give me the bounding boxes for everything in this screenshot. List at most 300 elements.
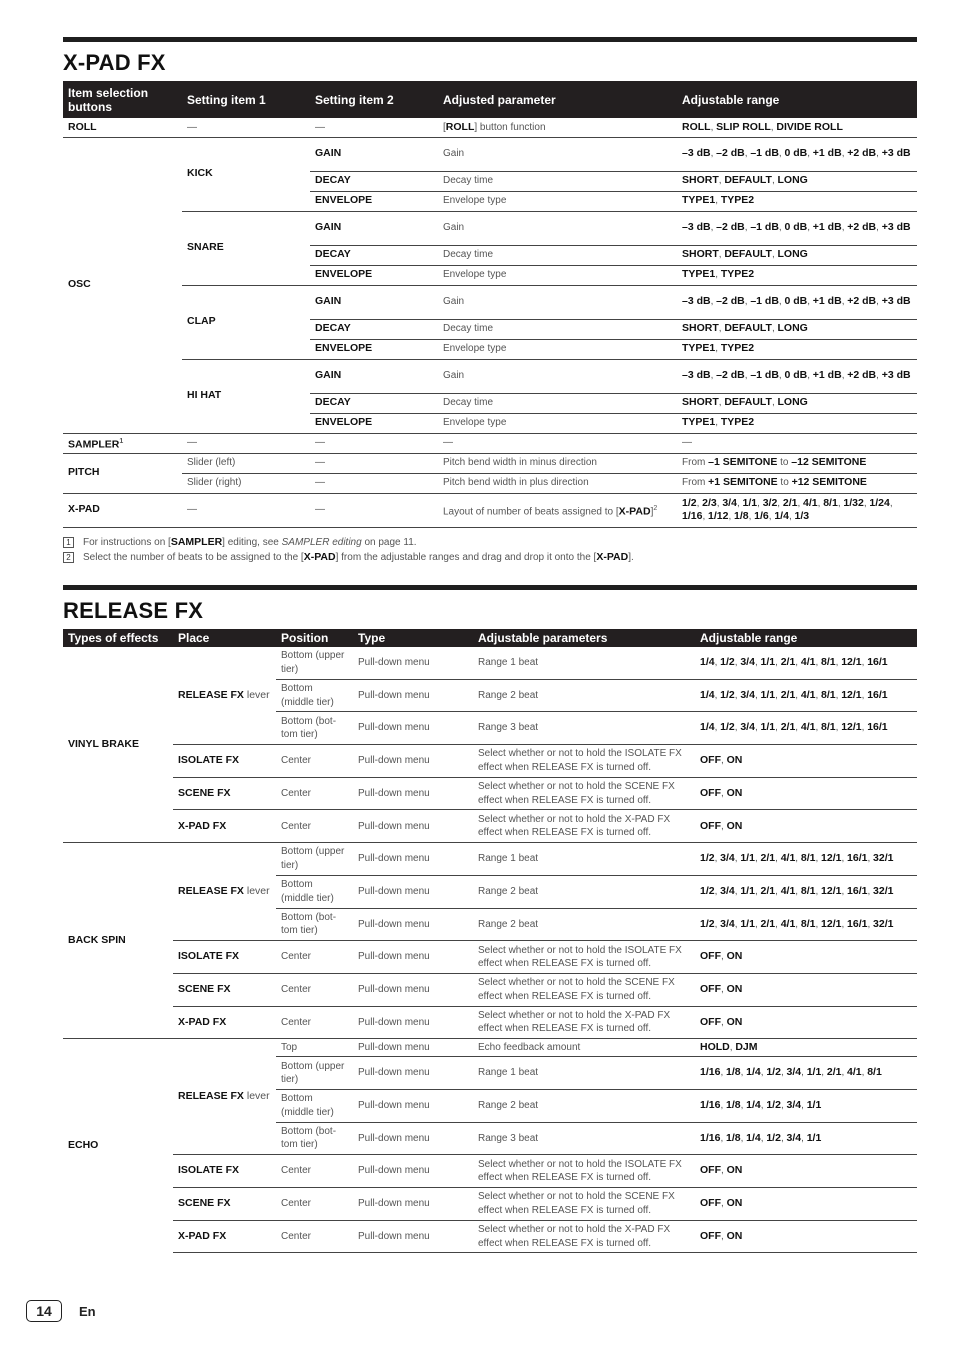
separator: , <box>734 689 741 701</box>
separator: , <box>801 1132 807 1144</box>
setting-item-1: KICK <box>182 137 310 211</box>
adjusted-parameter <box>438 118 677 137</box>
range-value: 16/1 <box>867 721 888 734</box>
range-value: +2 dB <box>847 147 877 160</box>
range-value: 1/8 <box>726 1099 741 1112</box>
separator: , <box>795 885 801 897</box>
range-value: 1/2 <box>720 721 735 734</box>
adjustable-parameter: Range 3 beat <box>473 1122 695 1155</box>
range-value: DJM <box>735 1041 758 1053</box>
text-run: lever <box>243 1090 270 1103</box>
range-value: 2/1 <box>782 496 798 509</box>
range-value: 8/1 <box>800 884 816 897</box>
separator: , <box>780 1132 787 1144</box>
range-value: 1/4 <box>774 510 789 522</box>
range-value: TYPE2 <box>720 194 755 207</box>
separator: , <box>841 918 848 930</box>
footnote-ref: 2 <box>653 504 658 512</box>
range-value: 2/1 <box>780 688 796 701</box>
range-value: SHORT <box>682 174 719 187</box>
type: Pull-down menu <box>353 810 473 843</box>
adjustable-range <box>695 1057 917 1090</box>
adjustable-parameter: Range 1 beat <box>478 656 539 668</box>
setting-item-1: Slider (left) <box>182 453 310 473</box>
separator: , <box>835 656 842 668</box>
text-run: ] from the adjustable ranges and drag and drop it onto the [ <box>335 551 597 563</box>
footnote-number: 2 <box>63 552 74 563</box>
range-value: ON <box>726 754 743 767</box>
separator: , <box>710 296 717 308</box>
place <box>173 647 276 745</box>
range-value: 1/16 <box>682 510 703 522</box>
range-value: –3 dB <box>682 369 711 382</box>
column-header: Setting item 2 <box>310 81 438 118</box>
adjustable-parameter: Select whether or not to hold the ISOLATE FX effect when RELEASE FX is turned off. <box>473 1155 695 1188</box>
separator: , <box>734 853 741 865</box>
range-value: DEFAULT <box>724 174 772 187</box>
separator: , <box>775 689 781 701</box>
separator: , <box>721 1016 727 1028</box>
range-value: 0 dB <box>784 221 808 234</box>
table-row <box>63 433 917 453</box>
table-row <box>63 647 917 680</box>
xpad-fx-title: X-PAD FX <box>63 50 166 75</box>
table-row <box>63 810 917 843</box>
separator: , <box>861 656 868 668</box>
adjusted-parameter: Decay time <box>438 393 677 413</box>
range-value: OFF <box>700 786 721 799</box>
position: Bottom (bot-tom tier) <box>276 908 353 941</box>
type: Pull-down menu <box>353 712 473 745</box>
separator: , <box>754 722 761 734</box>
range-value: 8/1 <box>867 1066 882 1079</box>
type: Pull-down menu <box>358 656 430 668</box>
range-value: 12/1 <box>841 688 862 701</box>
setting-item-2: GAIN <box>310 211 438 245</box>
adjustable-range <box>695 973 917 1006</box>
adjustable-parameter: Range 1 beat <box>473 843 695 876</box>
range-value: LONG <box>777 322 808 335</box>
separator: , <box>815 918 822 930</box>
table-row <box>63 1220 917 1253</box>
range-value: 3/4 <box>786 1099 802 1112</box>
footnote-number: 1 <box>63 537 74 548</box>
separator: , <box>710 222 717 234</box>
adjustable-range <box>677 493 917 527</box>
position: Bottom (upper tier) <box>281 650 345 675</box>
place <box>173 1155 276 1188</box>
separator: , <box>754 885 761 897</box>
separator: , <box>807 148 813 160</box>
dash: — <box>187 121 197 133</box>
table-row <box>63 1155 917 1188</box>
adjusted-parameter: Pitch bend width in plus direction <box>438 473 677 493</box>
table-row <box>63 843 917 876</box>
range-value: 32/1 <box>873 917 894 930</box>
adjustable-range <box>695 1188 917 1221</box>
xpad-fx-table <box>63 81 917 528</box>
separator: , <box>721 1198 727 1210</box>
separator: , <box>775 656 781 668</box>
separator: , <box>821 1067 827 1079</box>
range-value: 16/1 <box>847 852 868 865</box>
column-header: Adjustable range <box>677 81 917 118</box>
text-run: SAMPLER <box>170 535 223 548</box>
range-value: 4/1 <box>780 852 796 865</box>
range-value: 16/1 <box>847 884 868 897</box>
type: Pull-down menu <box>353 941 473 974</box>
text-run: SAMPLER editing <box>281 536 362 548</box>
position: Bottom (middle tier) <box>276 679 353 712</box>
separator: , <box>867 885 874 897</box>
table-row <box>63 453 917 473</box>
adjusted-parameter: Gain <box>438 137 677 171</box>
adjustable-range <box>677 453 917 473</box>
separator: , <box>795 689 801 701</box>
separator: , <box>876 222 882 234</box>
separator: , <box>867 918 874 930</box>
range-value: 4/1 <box>780 884 796 897</box>
range-value: ON <box>726 1164 743 1177</box>
setting-item-2: ENVELOPE <box>310 265 438 285</box>
separator: , <box>718 249 725 261</box>
separator: , <box>876 296 882 308</box>
range-value: 1/32 <box>843 496 864 509</box>
setting-item-2: GAIN <box>310 137 438 171</box>
separator: , <box>721 820 727 832</box>
text-run: ISOLATE FX <box>178 950 240 963</box>
range-value: 1/6 <box>754 510 769 522</box>
range-value: ON <box>726 1197 743 1210</box>
range-value: 12/1 <box>821 852 842 865</box>
adjustable-range <box>677 359 917 393</box>
place <box>173 843 276 941</box>
adjustable-parameter: Range 2 beat <box>473 679 695 712</box>
range-value: 1/8 <box>726 1131 741 1144</box>
separator: , <box>815 722 822 734</box>
setting-item-2: ENVELOPE <box>310 413 438 433</box>
separator: , <box>754 656 761 668</box>
adjustable-range <box>677 211 917 245</box>
range-value: 1/2 <box>766 1131 781 1144</box>
range-value: 1/16 <box>700 1099 721 1112</box>
separator: , <box>714 656 721 668</box>
position: Bottom (upper tier) <box>276 843 353 876</box>
position: Center <box>276 941 353 974</box>
column-header: Item selection buttons <box>63 81 182 118</box>
adjustable-parameter: Select whether or not to hold the SCENE FX effect when RELEASE FX is turned off. <box>473 777 695 810</box>
setting-item-2: ENVELOPE <box>310 191 438 211</box>
separator: , <box>718 323 725 335</box>
range-value: 1/8 <box>734 510 749 522</box>
range-value: 1/4 <box>746 1066 761 1079</box>
separator: , <box>754 689 761 701</box>
separator: , <box>721 787 727 799</box>
text-run: For instructions on [ <box>83 536 171 548</box>
position: Center <box>276 777 353 810</box>
separator: , <box>744 222 751 234</box>
text-run: ] editing, see <box>222 536 282 548</box>
range-value: 2/1 <box>780 655 796 668</box>
text-run: From <box>682 457 709 469</box>
range-value: 8/1 <box>800 917 816 930</box>
range-value: +1 dB <box>812 369 842 382</box>
separator: , <box>771 175 778 187</box>
text-run: to <box>777 477 792 489</box>
adjusted-parameter <box>438 493 677 527</box>
adjustable-parameter: Select whether or not to hold the SCENE FX effect when RELEASE FX is turned off. <box>473 973 695 1006</box>
range-value: +1 dB <box>812 221 842 234</box>
separator: , <box>778 370 785 382</box>
footnotes <box>63 535 917 565</box>
adjustable-range <box>695 908 917 941</box>
range-value: 1/2 <box>700 852 715 865</box>
separator: , <box>720 1067 726 1079</box>
text-run: –1 SEMITONE <box>708 456 778 469</box>
text-run: ROLL <box>445 120 475 133</box>
range-value: 1/2 <box>720 688 735 701</box>
range-value: 1/1 <box>806 1099 822 1112</box>
separator: , <box>734 722 741 734</box>
text-run: RELEASE FX <box>178 884 244 897</box>
text-run: ISOLATE FX <box>178 1164 240 1177</box>
range-value: HOLD <box>700 1041 730 1053</box>
adjusted-parameter: Decay time <box>438 245 677 265</box>
separator: , <box>714 853 721 865</box>
adjustable-parameter: Range 1 beat <box>473 1057 695 1090</box>
item-name <box>63 433 182 453</box>
separator: , <box>863 497 870 509</box>
adjustable-range <box>695 647 917 680</box>
adjustable-range <box>695 1155 917 1188</box>
range-value: 3/4 <box>722 496 737 509</box>
place <box>173 810 276 843</box>
range-value: 16/1 <box>867 688 888 701</box>
place <box>173 1006 276 1039</box>
type: Pull-down menu <box>353 875 473 908</box>
position: Center <box>276 810 353 843</box>
text-run: X-PAD FX <box>178 819 227 832</box>
separator: , <box>861 689 868 701</box>
text-run: SAMPLER <box>68 438 120 450</box>
range-value: TYPE2 <box>720 342 755 355</box>
range-value: SHORT <box>682 248 719 261</box>
separator: , <box>861 722 868 734</box>
column-header: Place <box>173 629 276 647</box>
setting-item-1: CLAP <box>182 285 310 359</box>
text-run: [ <box>443 121 446 133</box>
adjustable-parameter: Select whether or not to hold the ISOLATE FX effect when RELEASE FX is turned off. <box>473 745 695 778</box>
text-run: +1 SEMITONE <box>708 476 778 489</box>
separator: , <box>815 885 822 897</box>
range-value: 2/1 <box>760 917 776 930</box>
range-value: 4/1 <box>847 1066 862 1079</box>
range-value: 4/1 <box>800 721 816 734</box>
range-value: OFF <box>700 982 721 995</box>
position: Bottom (upper tier) <box>276 1057 353 1090</box>
separator: , <box>740 1067 747 1079</box>
adjustable-parameter: Range 2 beat <box>473 908 695 941</box>
table-row <box>63 1039 917 1057</box>
range-value: 1/1 <box>740 917 755 930</box>
range-value: 1/1 <box>806 1131 822 1144</box>
table-row <box>63 1188 917 1221</box>
table-row <box>63 941 917 974</box>
range-value: 16/1 <box>867 655 888 668</box>
footnote-ref: 1 <box>119 437 124 445</box>
range-value: ROLL <box>682 120 711 133</box>
range-value: TYPE1 <box>682 194 716 207</box>
separator: , <box>715 269 721 281</box>
separator: , <box>861 1067 868 1079</box>
separator: , <box>841 222 848 234</box>
position: Bottom (bot-tom tier) <box>276 1122 353 1155</box>
release-fx-table <box>63 629 917 1254</box>
adjusted-parameter: Envelope type <box>438 265 677 285</box>
separator: , <box>702 511 708 522</box>
range-value: 2/1 <box>760 852 776 865</box>
setting-item-1: Slider (right) <box>182 473 310 493</box>
range-value: OFF <box>700 1164 721 1177</box>
separator: , <box>801 1067 807 1079</box>
range-value: TYPE1 <box>682 342 716 355</box>
separator: , <box>710 148 717 160</box>
separator: , <box>740 1132 747 1144</box>
range-value: 1/1 <box>806 1066 822 1079</box>
separator: , <box>734 918 741 930</box>
separator: , <box>716 497 723 509</box>
separator: , <box>740 1100 747 1112</box>
range-value: SHORT <box>682 322 719 335</box>
adjustable-range <box>677 191 917 211</box>
item-name: ROLL <box>68 120 97 133</box>
separator: , <box>841 853 848 865</box>
text-run: X-PAD FX <box>178 1229 227 1242</box>
dash: — <box>310 433 438 453</box>
range-value: –1 dB <box>750 221 779 234</box>
place <box>173 941 276 974</box>
setting-item-2: DECAY <box>310 171 438 191</box>
adjustable-range <box>677 171 917 191</box>
text-run: lever <box>243 884 270 897</box>
setting-item-2: DECAY <box>310 319 438 339</box>
range-value: 2/3 <box>702 496 717 509</box>
separator: , <box>714 918 721 930</box>
place <box>173 1039 276 1155</box>
range-value: 1/2 <box>700 884 715 897</box>
range-value: 8/1 <box>821 655 836 668</box>
type: Pull-down menu <box>353 843 473 876</box>
separator: , <box>778 296 785 308</box>
separator: , <box>744 148 751 160</box>
column-header: Setting item 1 <box>182 81 310 118</box>
separator: , <box>729 1042 736 1053</box>
separator: , <box>728 511 734 522</box>
adjustable-range <box>695 1122 917 1155</box>
adjustable-range <box>695 810 917 843</box>
text-run: ]. <box>628 551 634 563</box>
range-value: 3/4 <box>740 655 755 668</box>
adjustable-range <box>695 843 917 876</box>
separator: , <box>760 1132 767 1144</box>
separator: , <box>841 296 848 308</box>
range-value: 0 dB <box>784 147 808 160</box>
range-value: 3/4 <box>786 1066 802 1079</box>
separator: , <box>775 918 781 930</box>
type: Pull-down menu <box>353 1220 473 1253</box>
adjustable-range <box>677 118 917 137</box>
position: Top <box>276 1039 353 1057</box>
adjusted-parameter: Decay time <box>438 171 677 191</box>
item-name: PITCH <box>63 453 182 493</box>
adjustable-range <box>695 745 917 778</box>
setting-item-2: GAIN <box>310 359 438 393</box>
separator: , <box>771 323 778 335</box>
text-run: Layout of number of beats assigned to [ <box>443 505 619 517</box>
text-run: +12 SEMITONE <box>791 476 867 489</box>
adjustable-range <box>695 679 917 712</box>
type: Pull-down menu <box>353 973 473 1006</box>
language-label: En <box>79 1303 96 1319</box>
separator: , <box>788 511 795 522</box>
text-run: SCENE FX <box>178 982 231 995</box>
adjusted-parameter: Pitch bend width in minus direction <box>438 453 677 473</box>
range-value: 8/1 <box>821 721 836 734</box>
position: Center <box>276 745 353 778</box>
separator: , <box>714 722 721 734</box>
position: Bottom (middle tier) <box>276 1089 353 1122</box>
table-row <box>63 777 917 810</box>
table-row <box>63 118 917 137</box>
separator: , <box>721 983 727 995</box>
adjustable-range <box>677 413 917 433</box>
range-value: 3/4 <box>740 688 755 701</box>
separator: , <box>815 853 822 865</box>
separator: , <box>754 918 761 930</box>
type: Pull-down menu <box>353 1039 473 1057</box>
range-value: 1/4 <box>700 655 715 668</box>
text-run: lever <box>243 688 270 701</box>
column-header: Adjustable range <box>695 629 917 647</box>
adjusted-parameter: Envelope type <box>438 339 677 359</box>
dash: — <box>182 433 310 453</box>
adjustable-range <box>677 393 917 413</box>
range-value: 3/4 <box>740 721 755 734</box>
type: Pull-down menu <box>353 745 473 778</box>
separator: , <box>817 497 824 509</box>
range-value: 8/1 <box>821 688 836 701</box>
separator: , <box>775 853 781 865</box>
range-value: OFF <box>700 950 721 963</box>
range-value: 1/1 <box>742 496 758 509</box>
dash: — <box>310 493 438 527</box>
range-value: 1/1 <box>740 852 755 865</box>
range-value: 1/12 <box>708 510 729 522</box>
range-value: 12/1 <box>821 884 842 897</box>
text-run: ISOLATE FX <box>178 754 240 767</box>
separator: , <box>841 1067 848 1079</box>
column-header: Position <box>276 629 353 647</box>
text-run: RELEASE FX <box>178 688 244 701</box>
place <box>173 973 276 1006</box>
separator: , <box>720 1100 726 1112</box>
separator: , <box>841 885 848 897</box>
separator: , <box>795 918 801 930</box>
range-value: 2/1 <box>760 884 776 897</box>
separator: , <box>721 951 727 963</box>
separator: , <box>768 511 775 522</box>
text-run: on page 11. <box>361 536 417 548</box>
